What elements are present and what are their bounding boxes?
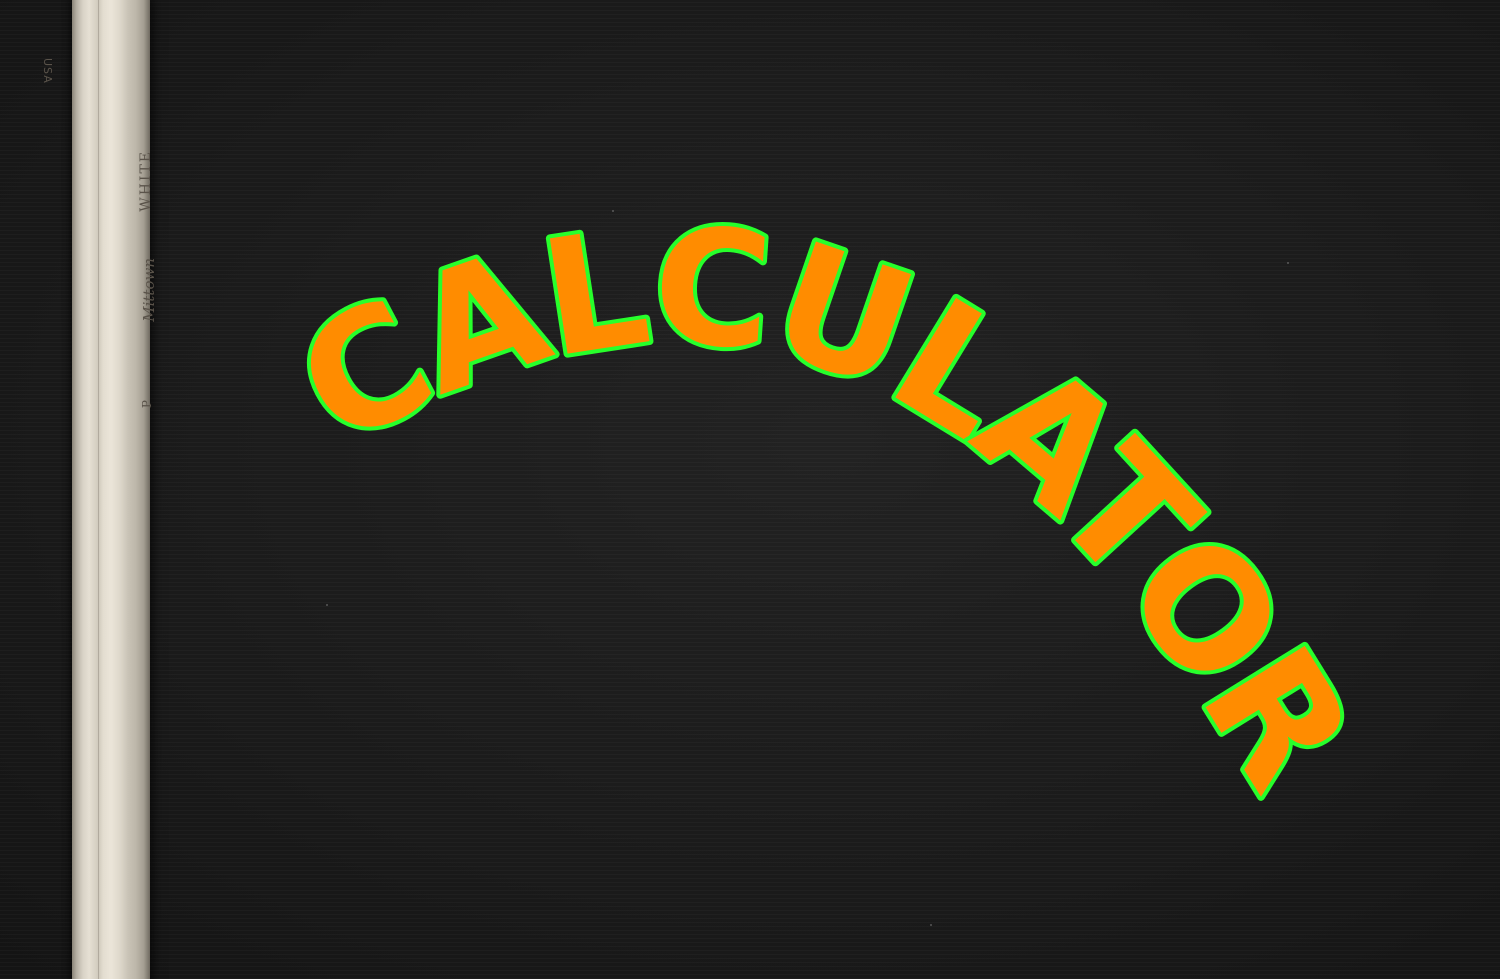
pencil-brand-label: Mittown (140, 258, 158, 322)
title-text (270, 191, 1388, 817)
title-text-path: CALCULATOR (269, 191, 1388, 817)
pencil-origin-label: USA (41, 58, 54, 84)
pencil-mark-label: P (140, 400, 154, 409)
pencil-color-label: WHITE (138, 150, 154, 212)
